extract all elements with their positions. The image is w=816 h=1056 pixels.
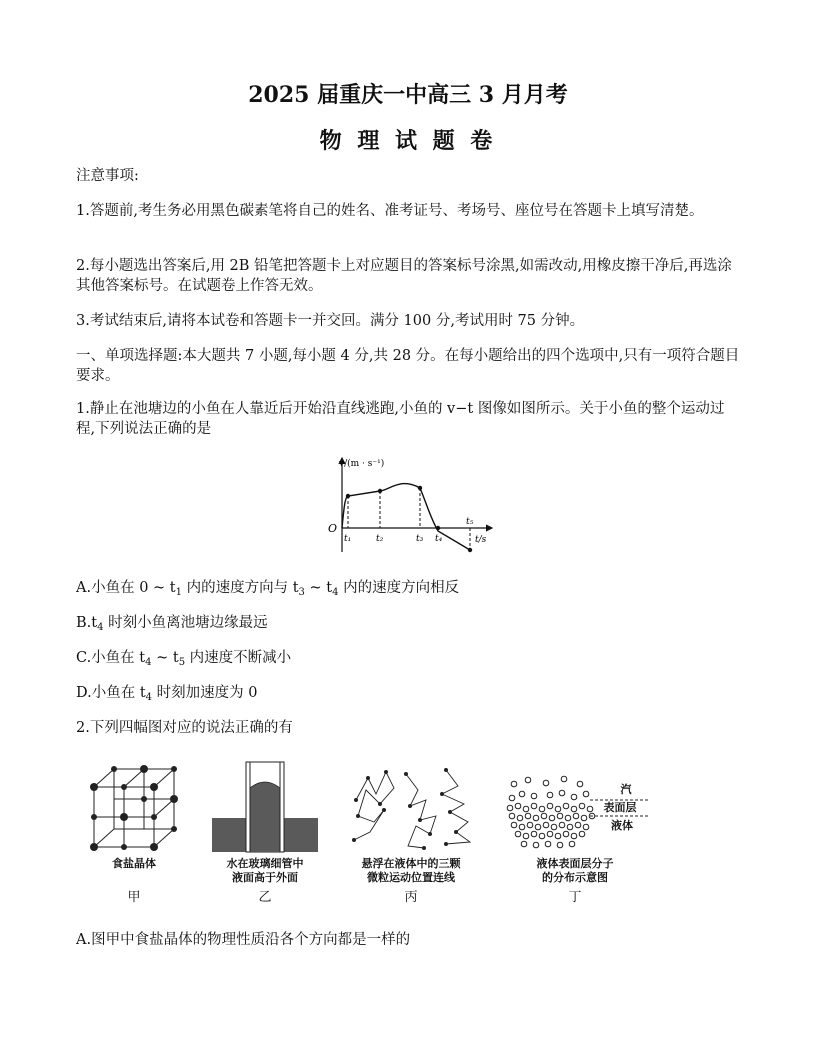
point-t1 (346, 494, 350, 498)
tag-surface-layer: 表面层 (603, 801, 637, 814)
tick-t1: t₁ (344, 534, 352, 544)
figure-bing-label: 丙 (404, 890, 418, 905)
question-1-stem: 1.静止在池塘边的小鱼在人靠近后开始沿直线逃跑,小鱼的 v−t 图像如图所示。关于小鱼的整个运动过程,下列说法正确的是 (76, 401, 725, 437)
tick-t2: t₂ (376, 534, 384, 544)
figure-ding-caption: 液体表面层分子 的分布示意图 (536, 857, 614, 884)
section-1-heading: 一、单项选择题:本大题共 7 小题,每小题 4 分,共 28 分。在每小题给出的四个选项中,只有一项符合题目要求。 (76, 348, 740, 384)
figure-capillary (210, 758, 320, 854)
figure-jia-label: 甲 (127, 890, 141, 905)
point-t4 (436, 526, 440, 530)
exam-title: 2025 届重庆一中高三 3 月月考 (248, 82, 568, 108)
point-t5 (468, 548, 472, 552)
q1-option-a: A.小鱼在 0 ~ $t_1$ 内的速度方向与 $t_3$ ~ $t_4$ 内的速度方向相反 (76, 580, 460, 598)
velocity-curve (342, 484, 470, 550)
figure-ding-label: 丁 (568, 890, 582, 905)
q1-option-b: $B.t_4$ 时刻小鱼离池塘边缘最远 (76, 615, 268, 633)
t-axis-label: t/s (475, 535, 487, 545)
figure-yi-label: 乙 (258, 890, 272, 905)
tick-t4: t₄ (435, 534, 443, 544)
q1-option-d: D.小鱼在 $t_4$ 时刻加速度为 0 (76, 685, 258, 703)
v-axis-label: v/(m · s⁻¹) (339, 459, 385, 469)
notes-heading: 注意事项: (76, 168, 139, 184)
note-item-1: 1.答题前,考生务必用黑色碳素笔将自己的姓名、准考证号、考场号、座位号在答题卡上填写清楚。 (76, 203, 704, 219)
question-2-stem: 2.下列四幅图对应的说法正确的有 (76, 720, 293, 736)
figure-salt-crystal (88, 765, 180, 853)
q1-option-c: C.小鱼在 $t_4$ ~ $t_5$ 内速度不断减小 (76, 650, 292, 668)
origin-label: O (328, 522, 338, 535)
note-item-3: 3.考试结束后,请将本试卷和答题卡一并交回。满分 100 分,考试用时 75 分钟。 (76, 313, 585, 329)
figure-jia-caption: 食盐晶体 (112, 857, 156, 870)
tick-t5: t₅ (466, 517, 474, 527)
point-t3 (418, 486, 422, 490)
tick-t3: t₃ (416, 534, 424, 544)
figure-brownian (346, 760, 476, 854)
subject-title: 物 理 试 题 卷 (319, 128, 497, 154)
q2-option-a: A.图甲中食盐晶体的物理性质沿各个方向都是一样的 (76, 932, 411, 948)
tag-gas: 汽 (620, 783, 632, 796)
figure-bing-caption: 悬浮在液体中的三颗 微粒运动位置连线 (361, 857, 461, 884)
figure-yi-caption: 水在玻璃细管中 液面高于外面 (226, 857, 304, 884)
note-item-2: 2.每小题选出答案后,用 2B 铅笔把答题卡上对应题目的答案标号涂黑,如需改动,用橡皮擦干净后,再选涂其他答案标号。在试题卷上作答无效。 (76, 258, 732, 294)
vt-graph (320, 452, 500, 562)
tag-liquid: 液体 (611, 819, 633, 832)
point-t2 (378, 489, 382, 493)
